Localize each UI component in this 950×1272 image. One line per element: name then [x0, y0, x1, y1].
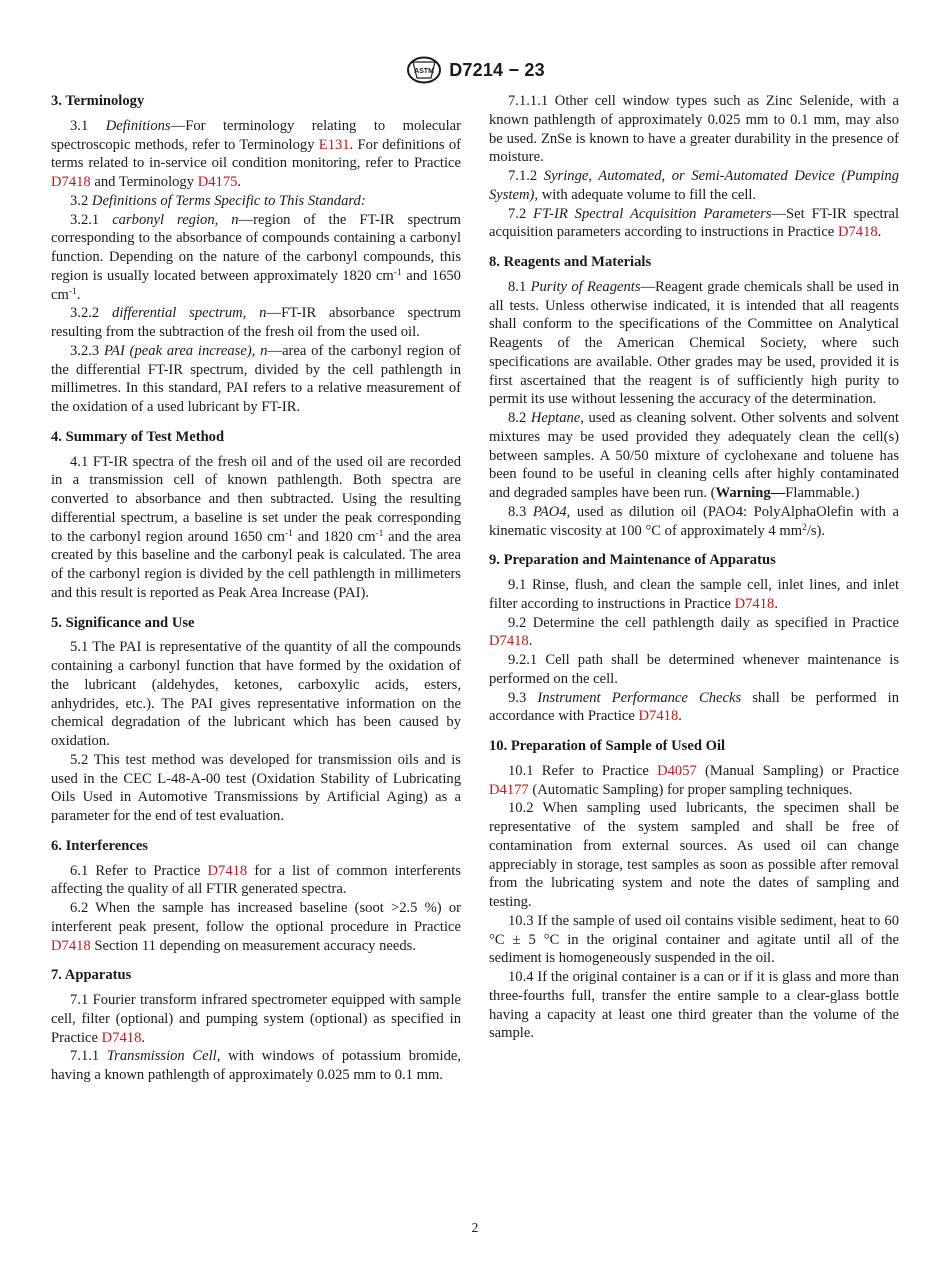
section-heading: 4. Summary of Test Method — [51, 428, 225, 445]
paragraph: 7.1.1.1 Other cell window types such as Zinc Selenide, with a known pathlength of approximately 0.025 mm to 0.1 mm, may also be used. ZnSe is known to have a greater durability in the presence of moisture. — [489, 93, 899, 166]
paragraph: 8.2 Heptane, used as cleaning solvent. Other solvents and solvent mixtures may be used provided they adequately clean the cell(s) between samples. A 50/50 mixture of cyclohexane and toluene has been found to be useful in cleaning cells after highly contaminated and degraded samples have been run. (Warning—Flammable.) — [489, 410, 899, 501]
paragraph: 8.1 Purity of Reagents—Reagent grade chemicals shall be used in all tests. Unless otherwise indicated, it is intended that all reagents shall conform to the specifications of the Committee on Analytical Reagents of the American Chemical Society, where such specifications are available. Other grades may be used, provided it is first ascertained that the reagent is of sufficiently high purity to permit its use without lessening the accuracy of the determination. — [489, 278, 899, 408]
ref-link-d7418[interactable]: D7418 — [51, 174, 91, 190]
ref-link-d7418[interactable]: D7418 — [734, 595, 775, 612]
paragraph: 5.2 This test method was developed for transmission oils and is used in the CEC L-48-A-00 test (Oxidation Stability of Lubricating Oils Used in Automotive Transmissions by Artificial Aging) as a parameter for the end of test evaluation. — [51, 751, 461, 824]
ref-link-d7418[interactable]: D7418 — [101, 1029, 142, 1046]
ref-link-d4057[interactable]: D4057 — [657, 762, 697, 779]
paragraph: 7.2 FT-IR Spectral Acquisition Parameters—Set FT-IR spectral acquisition parameters according to instructions in Practice D7418. — [489, 205, 900, 241]
right-column — [489, 92, 899, 1043]
section-heading: 8. Reagents and Materials — [489, 254, 652, 270]
document-id: D7214 − 23 — [449, 59, 545, 80]
ref-link-d7418[interactable]: D7418 — [638, 708, 679, 725]
paragraph: 3.2.1 carbonyl region, n—region of the FT-IR spectrum corresponding to the absorbance of compounds containing a carbonyl function. Depending on the nature of the carbonyl compounds, this region is usually located between approximately 1820 $cm^{-1}$ and 1650 $cm^{-1}$. — [51, 211, 461, 303]
ref-link-d7418[interactable]: D7418 — [489, 633, 529, 650]
paragraph: 3.1 Definitions—For terminology relating to molecular spectroscopic methods, refer to Terminology E131. For definitions of terms related to in-service oil condition monitoring, refer to Practice D7418 and Terminology D4175. — [51, 117, 461, 190]
paragraph: 10.4 If the original container is a can or if it is glass and more than three-fourths full, transfer the entire sample to a clear-glass bottle having a capacity at least one third greater than the volume of the sample. — [489, 969, 899, 1042]
paragraph: 3.2 Definitions of Terms Specific to This Standard: — [70, 192, 366, 209]
paragraph: 3.2.2 differential spectrum, n—FT-IR absorbance spectrum resulting from the subtraction of the fresh oil from the used oil. — [51, 305, 462, 340]
paragraph: 7.1.1 Transmission Cell, with windows of potassium bromide, having a known pathlength of approximately 0.025 mm to 0.1 mm. — [51, 1048, 461, 1083]
svg-text:ASTM: ASTM — [414, 68, 435, 75]
left-column — [51, 92, 461, 1085]
paragraph: 10.2 When sampling used lubricants, the specimen shall be representative of the system sampled and shall be free of contamination from external sources. As used oil can change appreciably in storage, test samples as soon as possible after removal from the lubricating system and note the dates of sampling and testing. — [489, 800, 899, 910]
astm-logo-icon — [405, 56, 443, 84]
ref-link-d7418[interactable]: D7418 — [207, 862, 248, 879]
paragraph: 4.1 FT-IR spectra of the fresh oil and of the used oil are recorded in a transmission cell of known pathlength. Both spectra are converted to absorbance and then subtracted. Using the resulting differential spectrum, a baseline is set under the peak corresponding to the carbonyl region around 1650 $cm^{-1}$ and 1820 $cm^{-1}$ and the area created by this baseline and the carbonyl peak is calculated. The area of the carbonyl region is divided by the cell pathlength in millimeters and this result is reported as Peak Area Increase (PAI). — [51, 453, 461, 601]
ref-link-d7418[interactable]: D7418 — [837, 224, 878, 241]
paragraph: 9.2.1 Cell path shall be determined whenever maintenance is performed on the cell. — [489, 652, 899, 687]
page-number: 2 — [471, 1220, 479, 1235]
ref-link-d7418[interactable]: D7418 — [51, 937, 91, 954]
ref-link-d4177[interactable]: D4177 — [489, 781, 529, 798]
paragraph: 8.3 PAO4, used as dilution oil (PAO4: PolyAlphaOlefin with a kinematic viscosity at 100 °C of approximately 4 $mm^2/s$). — [489, 503, 900, 539]
paragraph: 10.1 Refer to Practice D4057 (Manual Sampling) or Practice D4177 (Automatic Sampling) for proper sampling techniques. — [489, 762, 899, 798]
section-heading: 6. Interferences — [51, 837, 148, 854]
ref-link-e131[interactable]: E131 — [318, 136, 350, 153]
page-header — [0, 56, 950, 84]
paragraph: 7.1 Fourier transform infrared spectrometer equipped with sample cell, filter (optional) and pumping system (optional) as specified in Practice D7418. — [51, 992, 461, 1046]
section-heading: 7. Apparatus — [51, 967, 132, 984]
section-heading: 5. Significance and Use — [51, 614, 195, 631]
paragraph: 7.1.2 Syringe, Automated, or Semi-Automated Device (Pumping System), with adequate volume to fill the cell. — [489, 168, 899, 203]
section-heading: 3. Terminology — [51, 93, 145, 109]
paragraph: 9.1 Rinse, flush, and clean the sample cell, inlet lines, and inlet filter according to instructions in Practice D7418. — [489, 577, 899, 612]
paragraph: 9.3 Instrument Performance Checks shall be performed in accordance with Practice D7418. — [489, 689, 899, 725]
paragraph: 10.3 If the sample of used oil contains visible sediment, heat to 60 °C ± 5 °C in the original container and agitate until all of the sediment is homogeneously suspended in the oil. — [489, 912, 899, 967]
paragraph: 9.2 Determine the cell pathlength daily as specified in Practice D7418. — [489, 614, 899, 650]
paragraph: 6.2 When the sample has increased baseline (soot >2.5 %) or interferent peak present, follow the optional procedure in Practice D7418 Section 11 depending on measurement accuracy needs. — [51, 900, 461, 954]
section-heading: 9. Preparation and Maintenance of Apparatus — [489, 552, 776, 569]
paragraph: 5.1 The PAI is representative of the quantity of all the compounds containing a carbonyl function that have formed by the oxidation of the lubricant (aldehydes, ketones, carboxylic acids, esters, anhydrides, etc.). The PAI gives representative information on the chemical degradation of the lubricant which has been caused by oxidation. — [51, 639, 461, 749]
section-heading: 10. Preparation of Sample of Used Oil — [489, 738, 726, 754]
paragraph: 6.1 Refer to Practice D7418 for a list of common interferents affecting the quality of all FTIR generated spectra. — [51, 862, 461, 898]
paragraph: 3.2.3 PAI (peak area increase), n—area of the carbonyl region of the differential FT-IR spectrum, divided by the cell pathlength in millimetres. In this standard, PAI refers to a relative measurement of the oxidation of a used lubricant by FT-IR. — [51, 342, 461, 415]
ref-link-d4175[interactable]: D4175 — [197, 174, 238, 190]
